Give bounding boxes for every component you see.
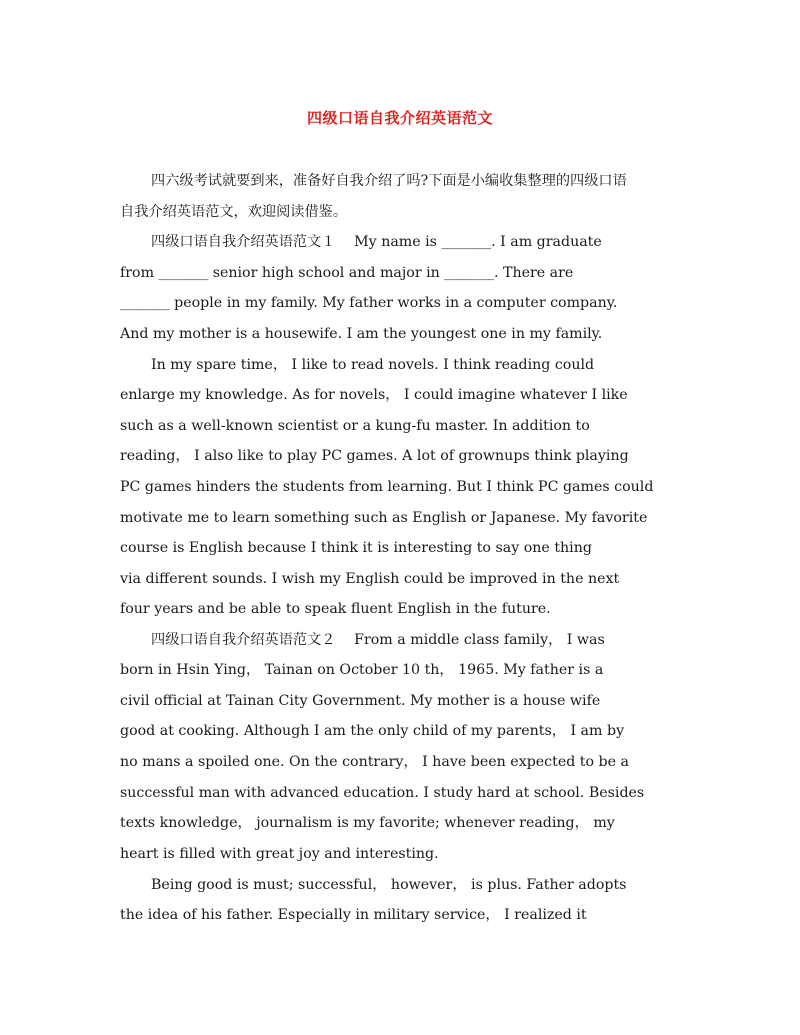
text-line-8: enlarge my knowledge. As for novels， I could imagine whatever I like <box>120 387 628 403</box>
text-line-3: 四级口语自我介绍英语范文１ My name is _______. I am graduate <box>151 234 602 250</box>
text-line-4: from _______ senior high school and major in _______. There are <box>120 265 574 281</box>
text-line-13: course is English because I think it is interesting to say one thing <box>120 540 592 556</box>
text-line-12: motivate me to learn something such as English or Japanese. My favorite <box>120 510 648 526</box>
text-line-14: via different sounds. I wish my English could be improved in the next <box>120 571 620 587</box>
text-line-18: civil official at Tainan City Government. My mother is a house wife <box>120 693 601 709</box>
text-line-5: _______ people in my family. My father works in a computer company. <box>120 295 618 311</box>
text-line-19: good at cooking. Although I am the only child of my parents， I am by <box>120 723 625 739</box>
text-line-7: In my spare time， I like to read novels. I think reading could <box>151 357 595 373</box>
text-line-10: reading， I also like to play PC games. A lot of grownups think playing <box>120 448 629 464</box>
text-line-6: And my mother is a housewife. I am the youngest one in my family. <box>120 326 603 342</box>
text-line-20: no mans a spoiled one. On the contrary， I have been expected to be a <box>120 754 630 770</box>
text-line-22: texts knowledge， journalism is my favorite; whenever reading， my <box>120 815 615 831</box>
text-line-25: the idea of his father. Especially in military service， I realized it <box>120 907 587 923</box>
text-line-1: 四六级考试就要到来，准备好自我介绍了吗?下面是小编收集整理的四级口语 <box>151 173 627 189</box>
text-line-17: born in Hsin Ying， Tainan on October 10 th， 1965. My father is a <box>120 662 604 678</box>
text-line-11: PC games hinders the students from learning. But I think PC games could <box>120 479 654 495</box>
text-line-21: successful man with advanced education. I study hard at school. Besides <box>120 785 645 801</box>
text-line-9: such as a well-known scientist or a kung-fu master. In addition to <box>120 418 590 434</box>
text-line-2: 自我介绍英语范文，欢迎阅读借鉴。 <box>120 204 348 220</box>
text-line-23: heart is filled with great joy and interesting. <box>120 846 439 862</box>
text-line-15: four years and be able to speak fluent English in the future. <box>120 601 551 617</box>
text-line-16: 四级口语自我介绍英语范文２ From a middle class family， I was <box>151 632 605 648</box>
text-line-24: Being good is must; successful， however， is plus. Father adopts <box>151 877 627 893</box>
document-title: 四级口语自我介绍英语范文 <box>306 109 493 127</box>
